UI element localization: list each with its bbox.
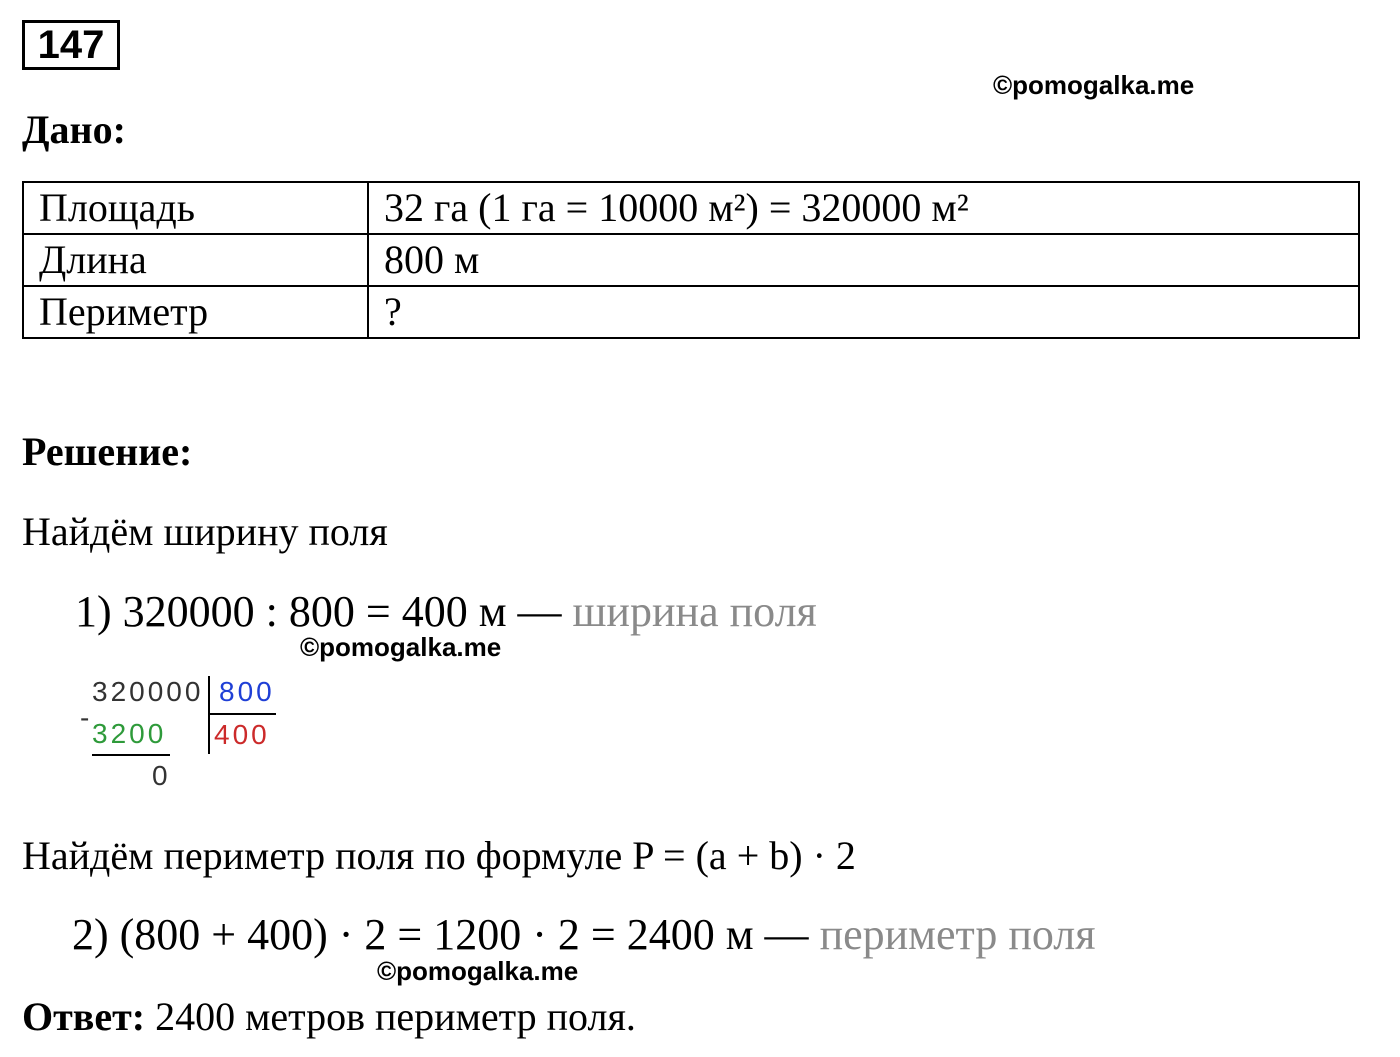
- solution-heading: Решение:: [22, 429, 193, 474]
- given-value-length: 800 м: [368, 234, 1359, 286]
- division-quotient: 400: [214, 719, 270, 750]
- table-row: [23, 234, 1359, 286]
- given-value-area: 32 га (1 га = 10000 м²) = 320000 м²: [368, 182, 1359, 234]
- watermark: ©pomogalka.me: [377, 956, 579, 986]
- step-2: [72, 909, 1096, 960]
- division-subtrahend: 3200: [92, 718, 167, 749]
- answer-text: 2400 метров периметр поля.: [155, 994, 636, 1039]
- given-heading: Дано:: [22, 107, 126, 152]
- step-2-expression: 2) (800 + 400) · 2 = 1200 · 2 = 2400 м —: [72, 910, 809, 959]
- answer-label: Ответ:: [22, 994, 146, 1039]
- step-1-expression: 1) 320000 : 800 = 400 м —: [75, 587, 562, 636]
- table-row: [23, 182, 1359, 234]
- step-1: [75, 586, 817, 637]
- problem-number: 147: [22, 20, 120, 70]
- division-result-line: [92, 754, 170, 756]
- division-remainder: 0: [152, 760, 171, 791]
- division-minus: -: [80, 702, 93, 733]
- solution-intro-perimeter: Найдём периметр поля по формуле P = (a + b) · 2: [22, 833, 856, 878]
- given-label-length: Длина: [23, 234, 368, 286]
- watermark: ©pomogalka.me: [993, 70, 1195, 100]
- given-table: [22, 181, 1360, 339]
- given-value-perimeter: ?: [368, 286, 1359, 338]
- table-row: [23, 286, 1359, 338]
- step-2-note: периметр поля: [819, 910, 1096, 959]
- division-dividend: 320000: [92, 676, 204, 707]
- division-divisor: 800: [219, 676, 275, 707]
- division-quotient-line: [210, 713, 276, 715]
- watermark: ©pomogalka.me: [300, 632, 502, 662]
- given-label-area: Площадь: [23, 182, 368, 234]
- division-vertical-line: [208, 676, 210, 754]
- step-1-note: ширина поля: [572, 587, 817, 636]
- solution-intro-width: Найдём ширину поля: [22, 509, 388, 554]
- answer: [22, 993, 636, 1040]
- given-label-perimeter: Периметр: [23, 286, 368, 338]
